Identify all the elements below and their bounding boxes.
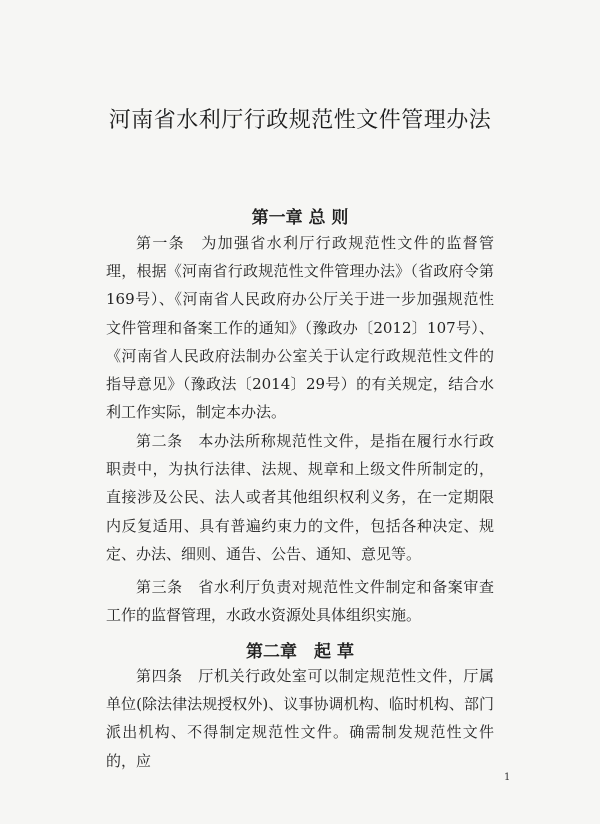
chapter-2-heading: 第二章 起 草 xyxy=(246,642,354,662)
article-3: 第三条 省水利厅负责对规范性文件制定和备案审查工作的监督管理，水政水资源处具体组织实施。 xyxy=(106,578,494,625)
article-1: 第一条 为加强省水利厅行政规范性文件的监督管理，根据《河南省行政规范性文件管理办法》（省政府令第169号）、《河南省人民政府办公厅关于进一步加强规范性文件管理和备案工作的通知》（豫政办〔2012〕107号）、《河南省人民政府法制办公室关于认定行政规范性文件的指导意见》（豫政法〔2014〕29号）的有关规定，结合水利工作实际，制定本办法。 xyxy=(106,234,494,422)
article-4: 第四条 厅机关行政处室可以制定规范性文件，厅属单位(除法律法规授权外)、议事协调机构、临时机构、部门派出机构、不得制定规范性文件。确需制发规范性文件的，应 xyxy=(106,667,494,770)
document-title: 河南省水利厅行政规范性文件管理办法 xyxy=(108,108,492,133)
article-2: 第二条 本办法所称规范性文件，是指在履行水行政职责中，为执行法律、法规、规章和上级文件所制定的，直接涉及公民、法人或者其他组织权利义务，在一定期限内反复适用、具有普遍约束力的文件，包括各种决定、规定、办法、细则、通告、公告、通知、意见等。 xyxy=(106,432,494,563)
page-number: 1 xyxy=(504,772,511,783)
chapter-1-heading: 第一章 总 则 xyxy=(251,208,349,228)
